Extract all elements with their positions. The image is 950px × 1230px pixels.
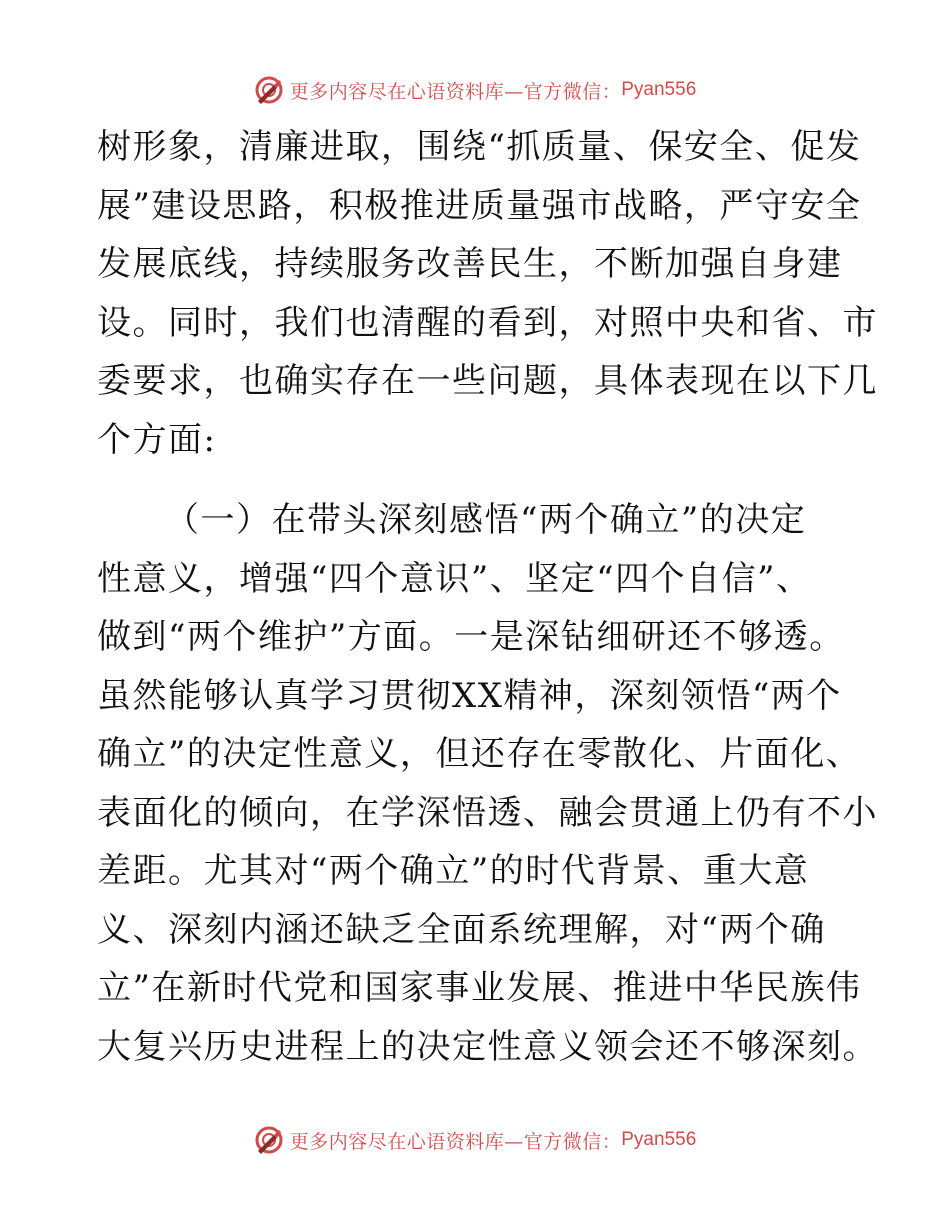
watermark-text: 更多内容尽在心语资料库—官方微信：: [289, 1130, 622, 1153]
header-watermark: [0, 70, 950, 110]
pen-logo-icon: [254, 1125, 284, 1155]
text-line: 做到“两个维护”方面。一是深钻细研还不够透。: [97, 617, 845, 657]
paragraph-2: [97, 491, 878, 1076]
text-line: 大复兴历史进程上的决定性意义领会还不够深刻。: [97, 1026, 878, 1067]
text-line: 虽然能够认真学习贯彻XX精神，深刻领悟“两个: [97, 675, 842, 716]
paragraph-1: [97, 118, 878, 469]
watermark-handle: Pyan556: [621, 1129, 697, 1150]
text-line: 立”在新时代党和国家事业发展、推进中华民族伟: [97, 968, 862, 1008]
text-line: 委要求，也确实存在一些问题，具体表现在以下几: [97, 361, 878, 401]
text-line: 个方面:: [97, 419, 217, 460]
text-line: 设。同时，我们也清醒的看到，对照中央和省、市: [97, 302, 878, 343]
text-line: （一）在带头深刻感悟“两个确立”的决定: [165, 500, 807, 540]
text-line: 树形象，清廉进取，围绕“抓质量、保安全、促发: [97, 127, 862, 167]
text-line: 义、深刻内涵还缺乏全面系统理解，对“两个确: [97, 909, 826, 950]
text-line: 表面化的倾向，在学深悟透、融会贯通上仍有不小: [97, 792, 878, 833]
text-line: 性意义，增强“四个意识”、坚定“四个自信”、: [97, 558, 812, 599]
footer-watermark: [0, 1120, 950, 1160]
watermark-text: 更多内容尽在心语资料库—官方微信：: [289, 80, 622, 103]
document-body: [97, 118, 878, 1076]
paragraph-spacer: [97, 469, 847, 491]
text-line: 展”建设思路，积极推进质量强市战略，严守安全: [97, 185, 862, 226]
text-line: 差距。尤其对“两个确立”的时代背景、重大意: [97, 851, 810, 891]
watermark-handle: Pyan556: [621, 79, 697, 100]
text-line: 发展底线，持续服务改善民生，不断加强自身建: [97, 244, 843, 284]
text-line: 确立”的决定性意义，但还存在零散化、片面化、: [97, 734, 862, 774]
pen-logo-icon: [254, 75, 284, 105]
